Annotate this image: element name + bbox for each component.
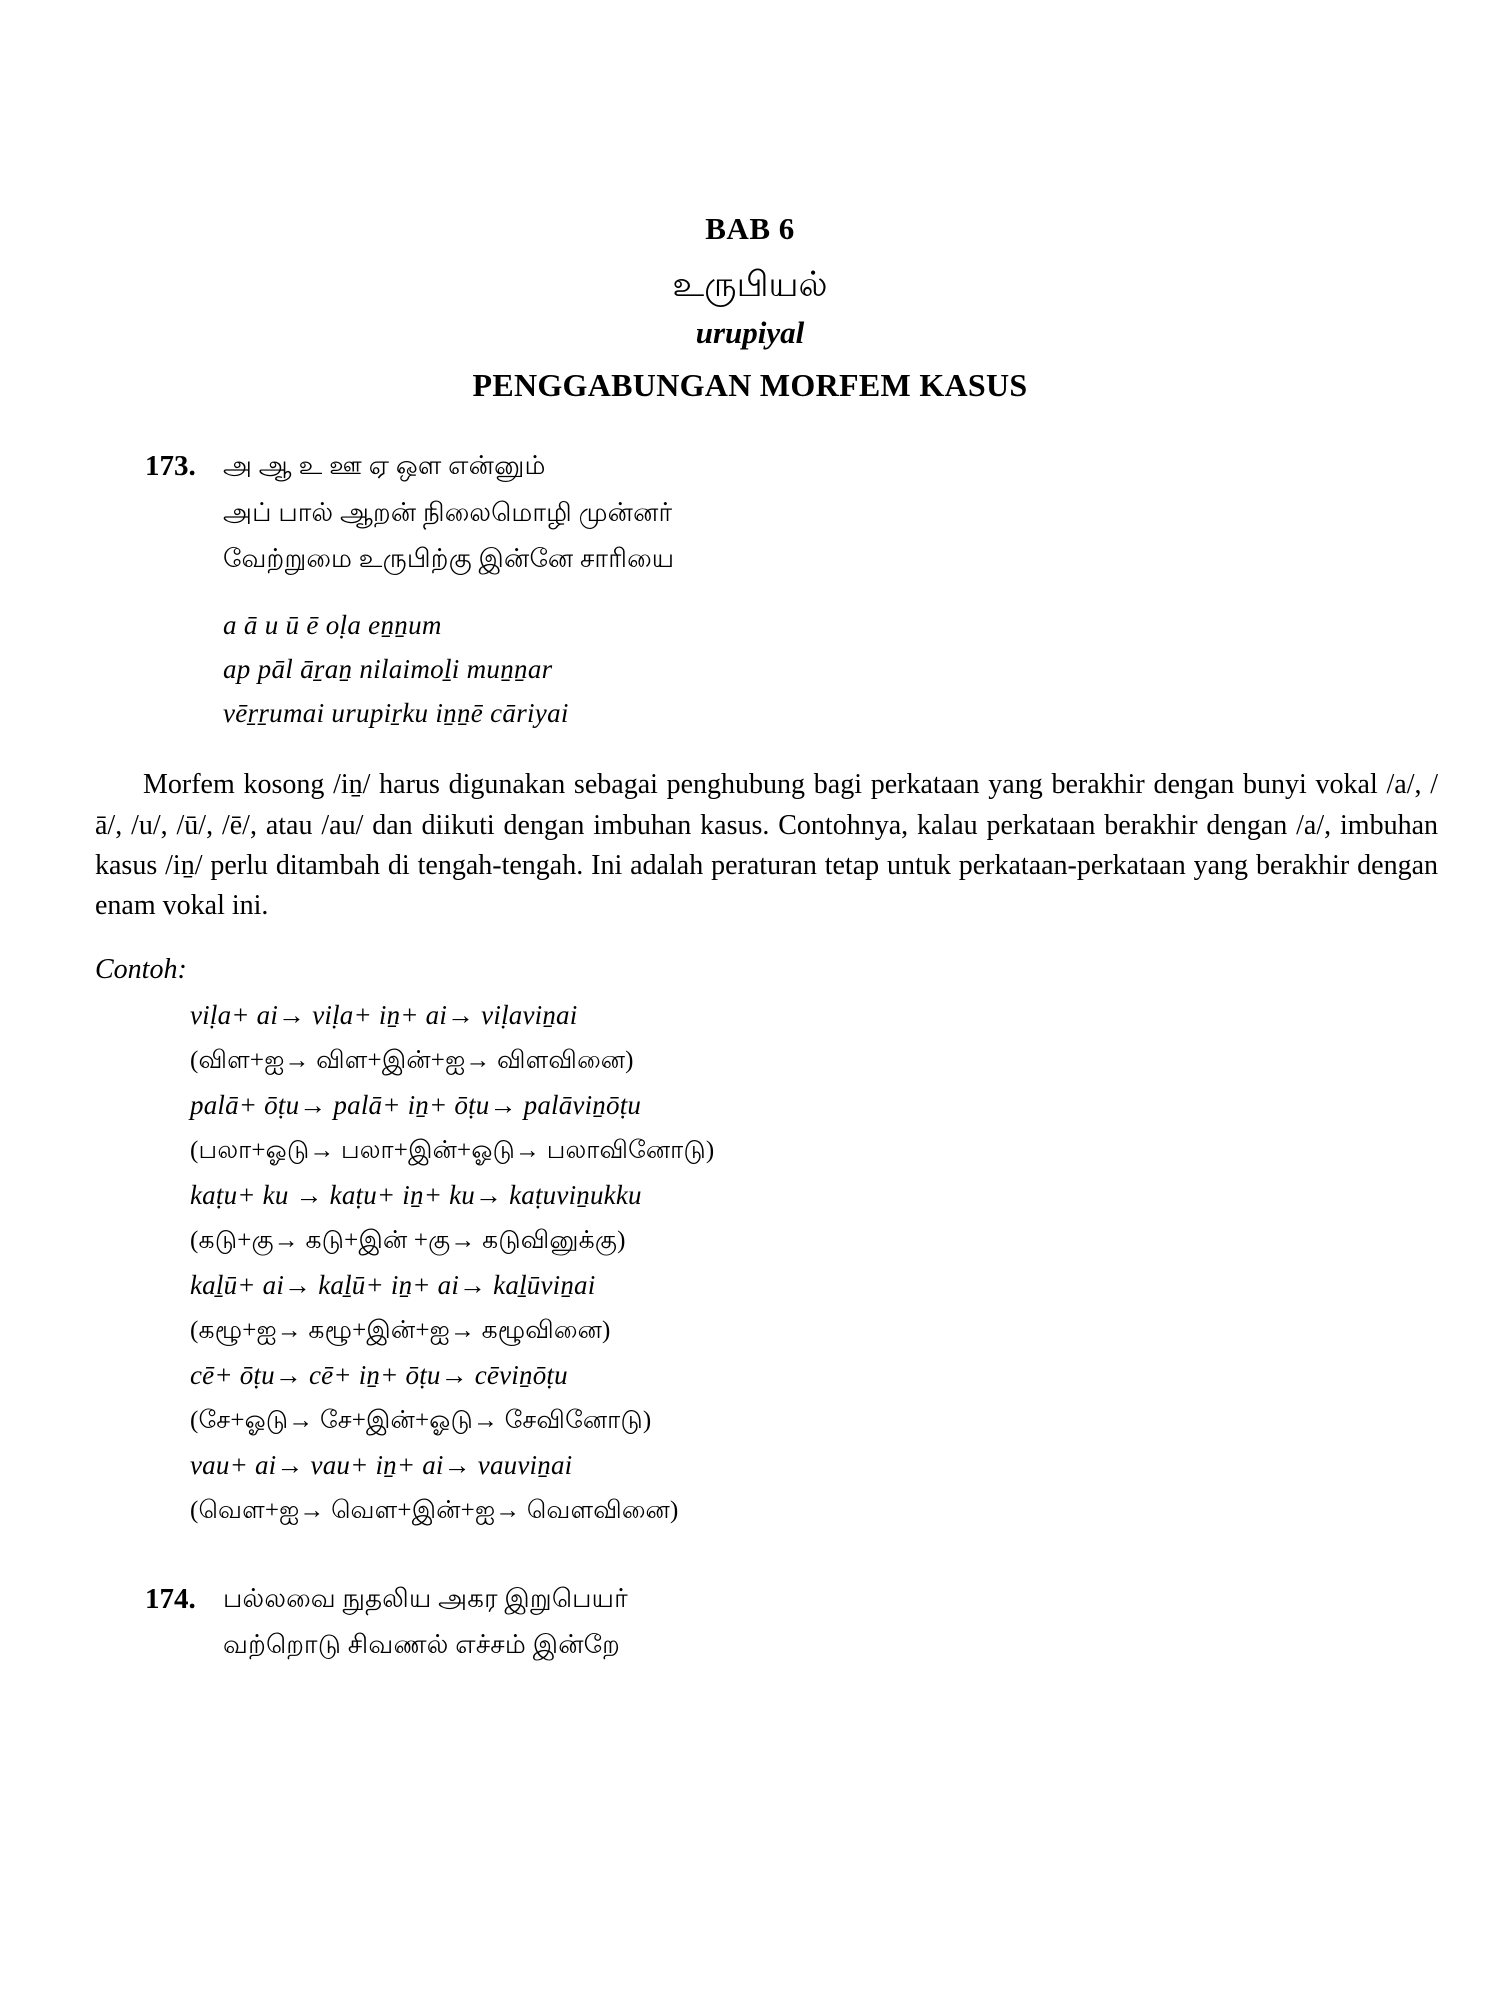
verse-173 [145, 443, 1450, 582]
page-content [50, 210, 1450, 1669]
example-tamil: (சே+ஓடு→ சே+இன்+ஓடு→ சேவினோடு) [190, 1406, 652, 1434]
example-roman: kaḻū+ ai→ kaḻū+ iṉ+ ai→ kaḻūviṉai [190, 1270, 596, 1301]
examples-list [190, 992, 1450, 1532]
verse-173-number: 173. [145, 450, 196, 483]
example-tamil: (வெள+ஐ→ வெள+இன்+ஐ→ வெளவினை) [190, 1496, 679, 1524]
verse-line: வேற்றுமை உருபிற்கு இன்னே சாரியை [223, 543, 675, 573]
transliteration-line: ap pāl āṟaṉ nilaimoḻi muṉṉar [223, 653, 553, 684]
chapter-title-tamil: உருபியல் [672, 265, 828, 305]
verse-173-tamil-lines [223, 443, 1450, 582]
example-roman: viḷa+ ai→ viḷa+ iṉ+ ai→ viḷaviṉai [190, 1000, 578, 1031]
verse-line: அப் பால் ஆறன் நிலைமொழி முன்னர் [223, 497, 673, 527]
example-roman: cē+ ōṭu→ cē+ iṉ+ ōṭu→ cēviṉōṭu [190, 1360, 568, 1391]
verse-line: அ ஆ உ ஊ ஏ ஒள என்னும் [223, 451, 546, 481]
example-tamil: (விள+ஐ→ விள+இன்+ஐ→ விளவினை) [190, 1046, 634, 1074]
chapter-heading [50, 210, 1450, 405]
verse-173-transliteration [223, 604, 1450, 735]
example-roman: palā+ ōṭu→ palā+ iṉ+ ōṭu→ palāviṉōṭu [190, 1090, 642, 1121]
body-paragraph: Morfem kosong /iṉ/ harus digunakan sebagai penghubung bagi perkataan yang berakhir dengan bunyi vokal /a/, /ā/, /u/, /ū/, /ē/, atau /au/ dan diikuti dengan imbuhan kasus. Contohnya, kalau perkataan berakhir dengan /a/, imbuhan kasus /iṉ/ perlu ditambah di tengah-tengah. Ini adalah peraturan tetap untuk perkataan-perkataan yang berakhir dengan enam vokal ini. [95, 769, 1438, 922]
example-roman: kaṭu+ ku → kaṭu+ iṉ+ ku→ kaṭuviṉukku [190, 1180, 642, 1211]
example-tamil: (பலா+ஓடு→ பலா+இன்+ஓடு→ பலாவினோடு) [190, 1136, 715, 1164]
example-tamil: (கடு+கு→ கடு+இன் +கு→ கடுவினுக்கு) [190, 1226, 626, 1254]
chapter-subtitle: PENGGABUNGAN MORFEM KASUS [472, 367, 1028, 404]
transliteration-line: vēṟṟumai urupiṟku iṉṉē cāriyai [223, 697, 569, 728]
examples-label: Contoh: [95, 954, 187, 986]
verse-174-tamil-lines [223, 1576, 1450, 1669]
example-roman: vau+ ai→ vau+ iṉ+ ai→ vauviṉai [190, 1450, 573, 1481]
chapter-title-transliteration: urupiyal [695, 314, 805, 350]
example-tamil: (கழூ+ஐ→ கழூ+இன்+ஐ→ கழூவினை) [190, 1316, 611, 1344]
verse-line: வற்றொடு சிவணல் எச்சம் இன்றே [223, 1630, 620, 1660]
verse-174 [145, 1576, 1450, 1669]
verse-174-number: 174. [145, 1583, 196, 1616]
verse-line: பல்லவை நுதலிய அகர இறுபெயர் [223, 1584, 628, 1614]
transliteration-line: a ā u ū ē oḷa eṉṉum [223, 610, 442, 641]
chapter-number: BAB 6 [705, 211, 795, 246]
